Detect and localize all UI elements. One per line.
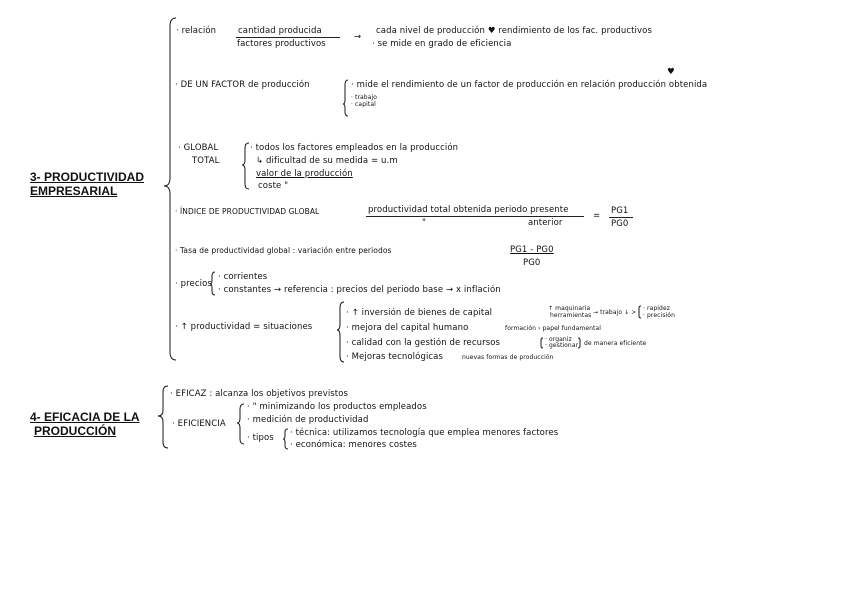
brace-tipos [283,429,288,449]
precios-corrientes: · corrientes [218,272,268,282]
eficiencia-line2: · medición de productividad [247,415,369,425]
eficaz-line: · EFICAZ : alcanza los objetivos previstos [170,389,349,399]
global-line1: · todos los factores empleados en la producción [250,143,459,153]
factor-label: · DE UN FACTOR de producción [175,80,310,90]
situacion-capital-humano: · mejora del capital humano [346,323,469,333]
brace-eficacia [158,386,168,448]
situacion-inversion-note-a: ↑ maquinaria [548,305,591,312]
global-line4: coste " [258,181,289,191]
factor-sub-capital: · capital [351,101,376,108]
indice-label: · ÍNDICE DE PRODUCTIVIDAD GLOBAL [175,207,320,216]
indice-fraction-line [366,216,584,217]
section-title-eficacia-line2: PRODUCCIÓN [34,424,117,438]
indice-ratio-den: PG0 [611,219,629,229]
situacion-mejoras: · Mejoras tecnológicas [346,352,444,362]
indice-ratio-num: PG1 [611,206,629,216]
situacion-inversion-note-d: · precisión [643,312,675,319]
brace-factor [343,80,348,116]
factor-heart-icon: ♥ [667,67,675,77]
indice-numerator: productividad total obtenida periodo presente [368,205,569,215]
relacion-label: · relación [176,26,217,36]
indice-denominator: anterior [528,218,563,228]
brace-eficiencia [237,404,244,444]
indice-denominator-mark: " [422,218,427,228]
situacion-mejoras-note: nuevas formas de producción [462,354,554,361]
indice-ratio-line [609,217,633,218]
precios-label: · precios [175,279,212,289]
section-title-productividad-line2: EMPRESARIAL [30,184,118,198]
tasa-label: · Tasa de productividad global : variación entre periodos [175,246,392,255]
brace-rapidez [639,306,641,318]
precios-constantes: · constantes → referencia : precios del periodo base → x inflación [218,285,501,295]
situaciones-label: · ↑ productividad = situaciones [175,322,313,332]
situacion-calidad-note-c: de manera eficiente [584,340,647,347]
global-line2: ↳ dificultad de su medida = u.m [256,156,398,166]
relacion-arrow: → [354,32,362,42]
tasa-numerator: PG1 - PG0 [510,245,554,255]
relacion-line1: cada nivel de producción ♥ rendimiento de los fac. productivos [376,26,652,36]
section-title-productividad-line1: 3- PRODUCTIVIDAD [30,170,145,184]
tipo-tecnica: · técnica: utilizamos tecnología que emplea menores factores [290,428,559,438]
tipos-label: · tipos [247,433,274,443]
relacion-denominator: factores productivos [237,39,326,49]
brace-organiz [541,338,543,348]
situacion-inversion-note-c: · rapidez [643,305,670,312]
global-label: · GLOBAL [178,143,219,153]
relacion-line2: · se mide en grado de eficiencia [372,39,512,49]
brace-organiz-close [578,338,580,348]
eficiencia-label: · EFICIENCIA [172,419,226,429]
indice-equals: = [593,211,601,221]
situacion-inversion-arrow: → trabajo ↓ > [593,309,637,316]
situacion-calidad-note-b: · gestionar [545,342,579,349]
situacion-calidad-note-a: · organiz [545,336,572,343]
brace-situaciones [337,302,344,362]
situacion-calidad: · calidad con la gestión de recursos [346,338,501,348]
tipo-economica: · económica: menores costes [290,440,417,450]
factor-text: · mide el rendimiento de un factor de producción en relación producción obtenida [351,80,708,90]
situacion-inversion: · ↑ inversión de bienes de capital [346,308,493,318]
brace-global [242,143,249,189]
situacion-inversion-note-b: herramientas [550,312,592,319]
situacion-capital-humano-note: formación › papel fundamental [505,325,602,332]
factor-sub-trabajo: · trabajo [351,94,378,101]
total-label: TOTAL [192,156,220,166]
global-line3: valor de la producción [256,169,353,179]
tasa-denominator: PG0 [523,258,541,268]
section-title-eficacia-line1: 4- EFICACIA DE LA [30,410,140,424]
eficiencia-line1: · " minimizando los productos empleados [247,402,427,412]
brace-productividad [164,18,176,360]
relacion-fraction-line [236,37,340,38]
relacion-numerator: cantidad producida [238,26,322,36]
